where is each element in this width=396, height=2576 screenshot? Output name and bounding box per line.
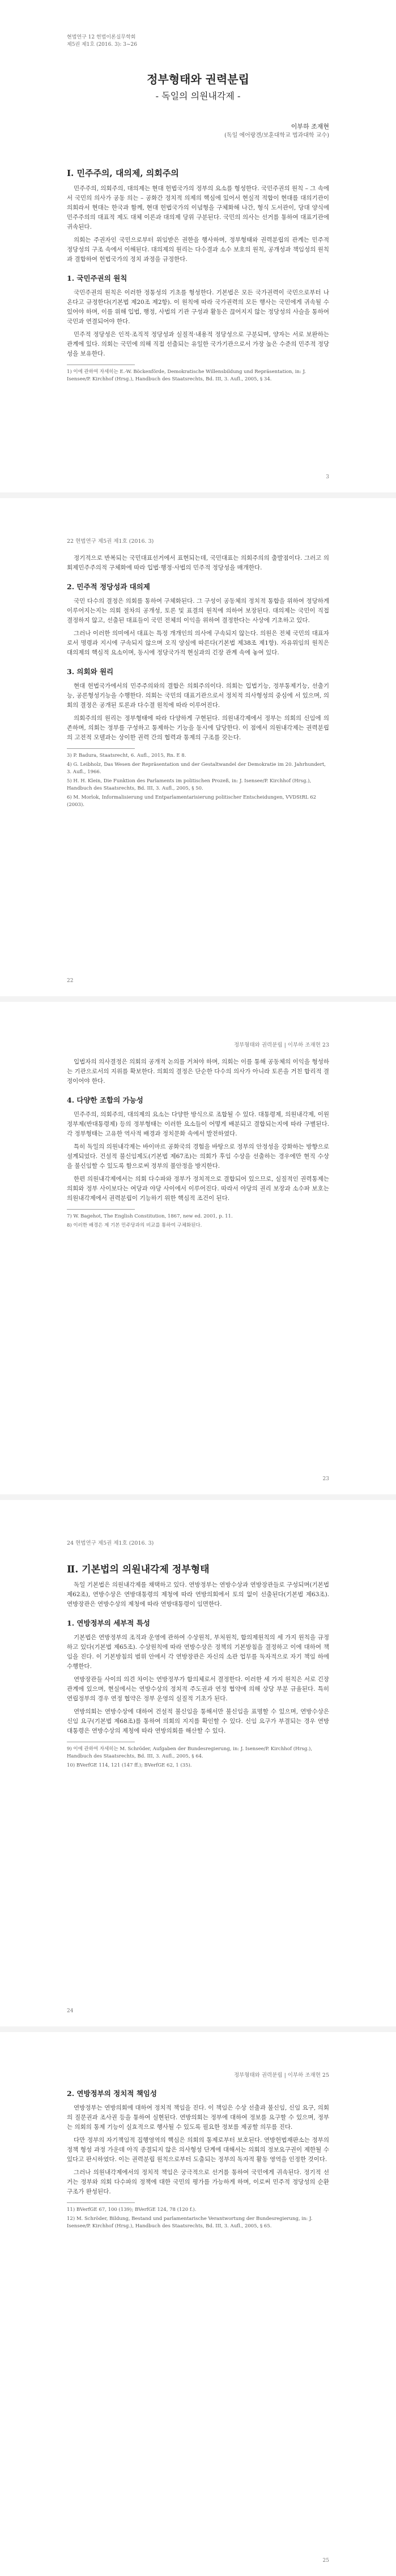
footnote: 12) M. Schröder, Bildung, Bestand und parlamentarische Verantwortung der Bundesregierung, in: J. Isensee/P. Kirchhof (Hrsg.), Handbuch des Staatsrechts, Bd. III, 3. Aufl., 2005, § 65. [67, 2216, 313, 2229]
footnote: 10) BVerfGE 114, 121 (147 ff.); BVerfGE 62, 1 (35). [67, 1763, 192, 1768]
running-header: 정부형태와 권력분립 | 이부하 조재현 23 [233, 1042, 329, 1048]
paragraph: 특히 독일의 의원내각제는 바이마르 공화국의 경험을 바탕으로 정부의 안정성을 강화하는 방향으로 설계되었다. 건설적 불신임제도(기본법 제67조)는 의회가 후임 수상을 선출하는 경우에만 현직 수상을 불신임할 수 있도록 함으로써 정부의 불안정을 방지한다. [67, 1143, 329, 1169]
paragraph: 기본법은 연방정부의 조직과 운영에 관하여 수상원칙, 부처원칙, 합의제원칙의 세 가지 원칙을 규정하고 있다(기본법 제65조). 수상원칙에 따라 연방수상은 정책의 기본방침을 결정하고 이에 대하여 책임을 진다. 이 기본방침의 범위 안에서 각 연방장관은 자신의 소관 업무를 독자적으로 자기 책임 하에 수행한다. [67, 1634, 329, 1670]
footnote: 4) G. Leibholz, Das Wesen der Repräsentation und der Gestaltwandel der Demokratie im 20. Jahrhundert, 3. Aufl., 1966. [67, 762, 326, 775]
paragraph: 연방정부는 연방의회에 대하여 정치적 책임을 진다. 이 책임은 수상 선출과 불신임, 신임 요구, 의회의 질문권과 조사권 등을 통하여 실현된다. 연방의회는 정부에 대하여 정보를 요구할 수 있으며, 정부는 의회의 통제 기능이 실효적으로 행사될 수 있도록 필요한 정보를 제공할 의무를 진다. [67, 2104, 329, 2131]
paragraph: 연방장관들 사이의 의견 차이는 연방정부가 합의체로서 결정한다. 이러한 세 가지 원칙은 서로 긴장관계에 있으며, 현실에서는 연방수상의 정치적 주도권과 연정 협약에 의해 상당 부분 규율된다. 특히 연립정부의 경우 연정 협약은 정부 운영의 실질적 기초가 된다. [67, 1676, 329, 1702]
footnote: 6) M. Morlok, Informalisierung und Entparlamentarisierung politischer Entscheidungen, VVDStRL 62 (2003). [67, 795, 317, 808]
paragraph: 독일 기본법은 의원내각제를 채택하고 있다. 연방정부는 연방수상과 연방장관들로 구성되며(기본법 제62조), 연방수상은 연방대통령의 제청에 따라 연방의회에서 토의 없이 선출된다(기본법 제63조). 연방장관은 연방수상의 제청에 따라 연방대통령이 임면한다. [67, 1581, 329, 1608]
page-4 [0, 1500, 396, 2026]
page-number: 22 [67, 978, 74, 984]
page-2 [0, 498, 396, 996]
paragraph: 그러나 의원내각제에서의 정치적 책임은 궁극적으로 선거를 통하여 국민에게 귀속된다. 정기적 선거는 정부와 의회 다수파의 정책에 대한 국민의 평가를 가능하게 하며, 이로써 민주적 정당성의 순환 구조가 완성된다. [67, 2169, 329, 2195]
paragraph: 국민주권의 원칙은 이러한 정통성의 기초를 형성한다. 기본법은 모든 국가권력이 국민으로부터 나온다고 규정한다(기본법 제20조 제2항). 이 원칙에 따라 국가권력의 모든 행사는 국민에게 귀속될 수 있어야 하며, 이를 위해 입법, 행정, 사법의 기관 구성과 활동은 끊어지지 않는 정당성의 사슬을 통하여 국민과 연결되어야 한다. [67, 289, 329, 325]
subsection-heading: 3. 의회와 원리 [67, 667, 114, 676]
article-title: 정부형태와 권력분립 [147, 72, 249, 86]
section-heading: Ⅱ. 기본법의 의원내각제 정부형태 [67, 1564, 210, 1575]
paragraph: 그러나 이러한 의미에서 대표는 특정 개개인의 의사에 구속되지 않는다. 의원은 전체 국민의 대표자로서 명령과 지시에 구속되지 않으며 오직 양심에 따른다(기본법 제38조 제1항). 자유위임의 원칙은 대의제의 핵심적 요소이며, 동시에 정당국가적 현실과의 긴장 관계 속에 놓여 있다. [67, 630, 329, 656]
running-header: 정부형태와 권력분립 | 이부하 조재현 25 [233, 2072, 329, 2078]
paragraph: 민주적 정당성은 인적·조직적 정당성과 실질적·내용적 정당성으로 구분되며, 양자는 서로 보완하는 관계에 있다. 의회는 국민에 의해 직접 선출되는 유일한 국가기관으로서 가장 높은 수준의 민주적 정당성을 보유한다. [67, 331, 329, 357]
paragraph: 의회는 주권자인 국민으로부터 위임받은 권한을 행사하며, 정부형태와 권력분립의 관계는 민주적 정당성의 구조 속에서 이해된다. 대의제의 원리는 다수결과 소수 보호의 원칙, 공개성과 책임성의 원칙과 결합하여 헌법국가의 정치 과정을 규정한다. [67, 237, 329, 263]
journal-info [67, 34, 329, 49]
page-5 [0, 2032, 396, 2576]
page-number: 24 [67, 2008, 74, 2014]
page-number: 25 [322, 2558, 329, 2564]
page-number: 23 [322, 1476, 329, 1482]
footnote-divider [67, 1209, 135, 1210]
footnote: 9) 이에 관하여 자세히는 M. Schröder, Aufgaben der Bundesregierung, in: J. Isensee/P. Kirchhof (Hrsg.), Handbuch des Staatsrechts, Bd. III, 3. Aufl., 2005, § 64. [67, 1746, 313, 1759]
journal-line-1: 현법연구 12 헌법이론실무학회 [67, 35, 136, 40]
footnote: 7) W. Bagehot, The English Constitution, 1867, new ed. 2001, p. 11. [67, 1214, 233, 1219]
subsection-heading: 2. 연방정부의 정치적 책임성 [67, 2089, 157, 2098]
subsection-heading: 1. 국민주권의 원칙 [67, 274, 127, 282]
footnote: 5) H. H. Klein, Die Funktion des Parlaments im politischen Prozeß, in: J. Isensee/P. Kirchhof (Hrsg.), Handbuch des Staatsrechts, Bd. III, 3. Aufl., 2005, § 50. [67, 778, 312, 791]
journal-line-2: 제5권 제1호 (2016. 3): 3~26 [67, 42, 137, 48]
subsection-heading: 1. 연방정부의 세부적 특성 [67, 1619, 150, 1627]
paragraph: 국민 다수의 결정은 의회를 통하여 구체화된다. 그 구성이 공동체의 정치적 통합을 위하여 정당하게 이루어지는지는 의회 절차의 공개성, 토론 및 표결의 원칙에 의하여 보장된다. 대의제는 국민이 직접 결정하지 않고, 선출된 대표들이 국민 전체의 이익을 위하여 결정한다는 사상에 기초하고 있다. [67, 598, 329, 624]
page-1 [0, 0, 396, 492]
footnote-divider [67, 2202, 135, 2203]
author-affiliation: (독일 에어랑겐/보훈대학교 법과대학 교수) [224, 132, 329, 139]
subsection-heading: 4. 다양한 조합의 가능성 [67, 1096, 143, 1104]
paragraph: 현대 헌법국가에서의 민주주의와의 결합은 의회주의이다. 의회는 입법기능, 정부통제기능, 선출기능, 공론형성기능을 수행한다. 의회는 국민의 대표기관으로서 정치적 의사형성의 중심에 서 있으며, 의회의 결정은 공개된 토론과 다수결 원칙에 따라 이루어진다. [67, 683, 329, 709]
paragraph: 다만 정부의 자기책임적 집행영역의 핵심은 의회의 통제로부터 보호된다. 연방헌법재판소는 정부의 정책 형성 과정 가운데 아직 종결되지 않은 의사형성 단계에 대해서는 의회의 정보요구권이 제한될 수 있다고 판시하였다. 이는 권력분립 원칙으로부터 도출되는 정부의 독자적 활동 영역을 인정한 것이다. [67, 2137, 329, 2163]
paragraph: 민주주의, 의회주의, 대의제의 요소는 다양한 방식으로 조합될 수 있다. 대통령제, 의원내각제, 이원정부제(반대통령제) 등의 정부형태는 이러한 요소들이 어떻게 배분되고 결합되는지에 따라 구별된다. 각 정부형태는 고유한 역사적 배경과 정치문화 속에서 발전하였다. [67, 1111, 329, 1137]
page-number: 3 [326, 474, 329, 480]
subsection-heading: 2. 민주적 정당성과 대의제 [67, 582, 150, 591]
section-heading: Ⅰ. 민주주의, 대의제, 의회주의 [67, 168, 179, 178]
running-header: 24 현법연구 제5권 제1호 (2016. 3) [67, 1540, 154, 1546]
footnote: 8) 이러한 배경은 제 기본 민주당과의 비교를 통하여 구체화된다. [67, 1223, 202, 1228]
paragraph: 입법자의 의사결정은 의회의 공개적 논의를 거쳐야 하며, 의회는 이를 통해 공동체의 이익을 형성하는 기관으로서의 지위를 확보한다. 의회의 결정은 단순한 다수의 의사가 아니라 토론을 거친 합리적 결정이어야 한다. [67, 1058, 329, 1085]
paragraph: 의회주의의 원리는 정부형태에 따라 다양하게 구현된다. 의원내각제에서 정부는 의회의 신임에 의존하며, 의회는 정부를 구성하고 통제하는 기능을 동시에 담당한다. 이 점에서 의원내각제는 권력분립의 고전적 모델과는 상이한 권력 간의 협력과 통제의 구조를 갖는다. [67, 715, 329, 741]
paragraph: 민주주의, 의회주의, 대의제는 현대 헌법국가의 정부의 요소를 형성한다. 국민주권의 원칙 – 그 속에서 국민의 의사가 공동 의는 – 공화간 정치적 의제의 핵심에 있어서 현실적 적합이 현대를 대의기관이 의회라서 현대는 한국과 함께, 현대 헌법국가의 이념형을 구체화해 나간, 형식 도서관이, 당대 양식에 민주주의의 대표적 제도 대체 이론과 대의제 당위 구분된다. 국민의 의사는 선거를 통하여 대표기관에 귀속된다. [67, 185, 329, 230]
paragraph: 정기적으로 반복되는 국민대표선거에서 표현되는데, 국민대표는 의회주의의 출발점이다. 그러고 의회제민주주의적 구체화에 따라 입법·행정·사법의 민주적 정당성을 매개한다. [67, 555, 329, 571]
running-header: 22 현법연구 제5권 제1호 (2016. 3) [67, 538, 154, 545]
footnote: 11) BVerfGE 67, 100 (139); BVerfGE 124, 78 (120 f.). [67, 2207, 197, 2213]
page-3 [0, 1002, 396, 1494]
paragraph: 연방의회는 연방수상에 대하여 건설적 불신임을 통해서만 불신임을 표명할 수 있으며, 연방수상은 신임 요구(기본법 제68조)를 통하여 의회의 지지를 확인할 수 있다. 신임 요구가 부결되는 경우 연방대통령은 연방수상의 제청에 따라 연방의회를 해산할 수 있다. [67, 1708, 329, 1734]
footnote: 3) P. Badura, Staatsrecht, 6. Aufl., 2015, Rn. E 8. [67, 753, 186, 758]
footnote-divider [67, 748, 135, 749]
article-subtitle: - 독일의 의원내각제 - [155, 91, 241, 101]
footnote: 1) 이에 관하여 자세히는 E.-W. Böckenförde, Demokratische Willensbildung und Repräsentation, in: J. Isensee/P. Kirchhof (Hrsg.), Handbuch des Staatsrechts, Bd. III, 3. Aufl., 2005, § 34. [67, 369, 306, 382]
paragraph: 한편 의원내각제에서는 의회 다수파와 정부가 정치적으로 결합되어 있으므로, 실질적인 권력통제는 의회와 정부 사이보다는 여당과 야당 사이에서 이루어진다. 따라서 야당의 권리 보장과 소수파 보호는 의원내각제에서 권력분립이 기능하기 위한 핵심적 조건이 된다. [67, 1176, 329, 1202]
author-name: 이부하 조재현 [291, 123, 329, 130]
